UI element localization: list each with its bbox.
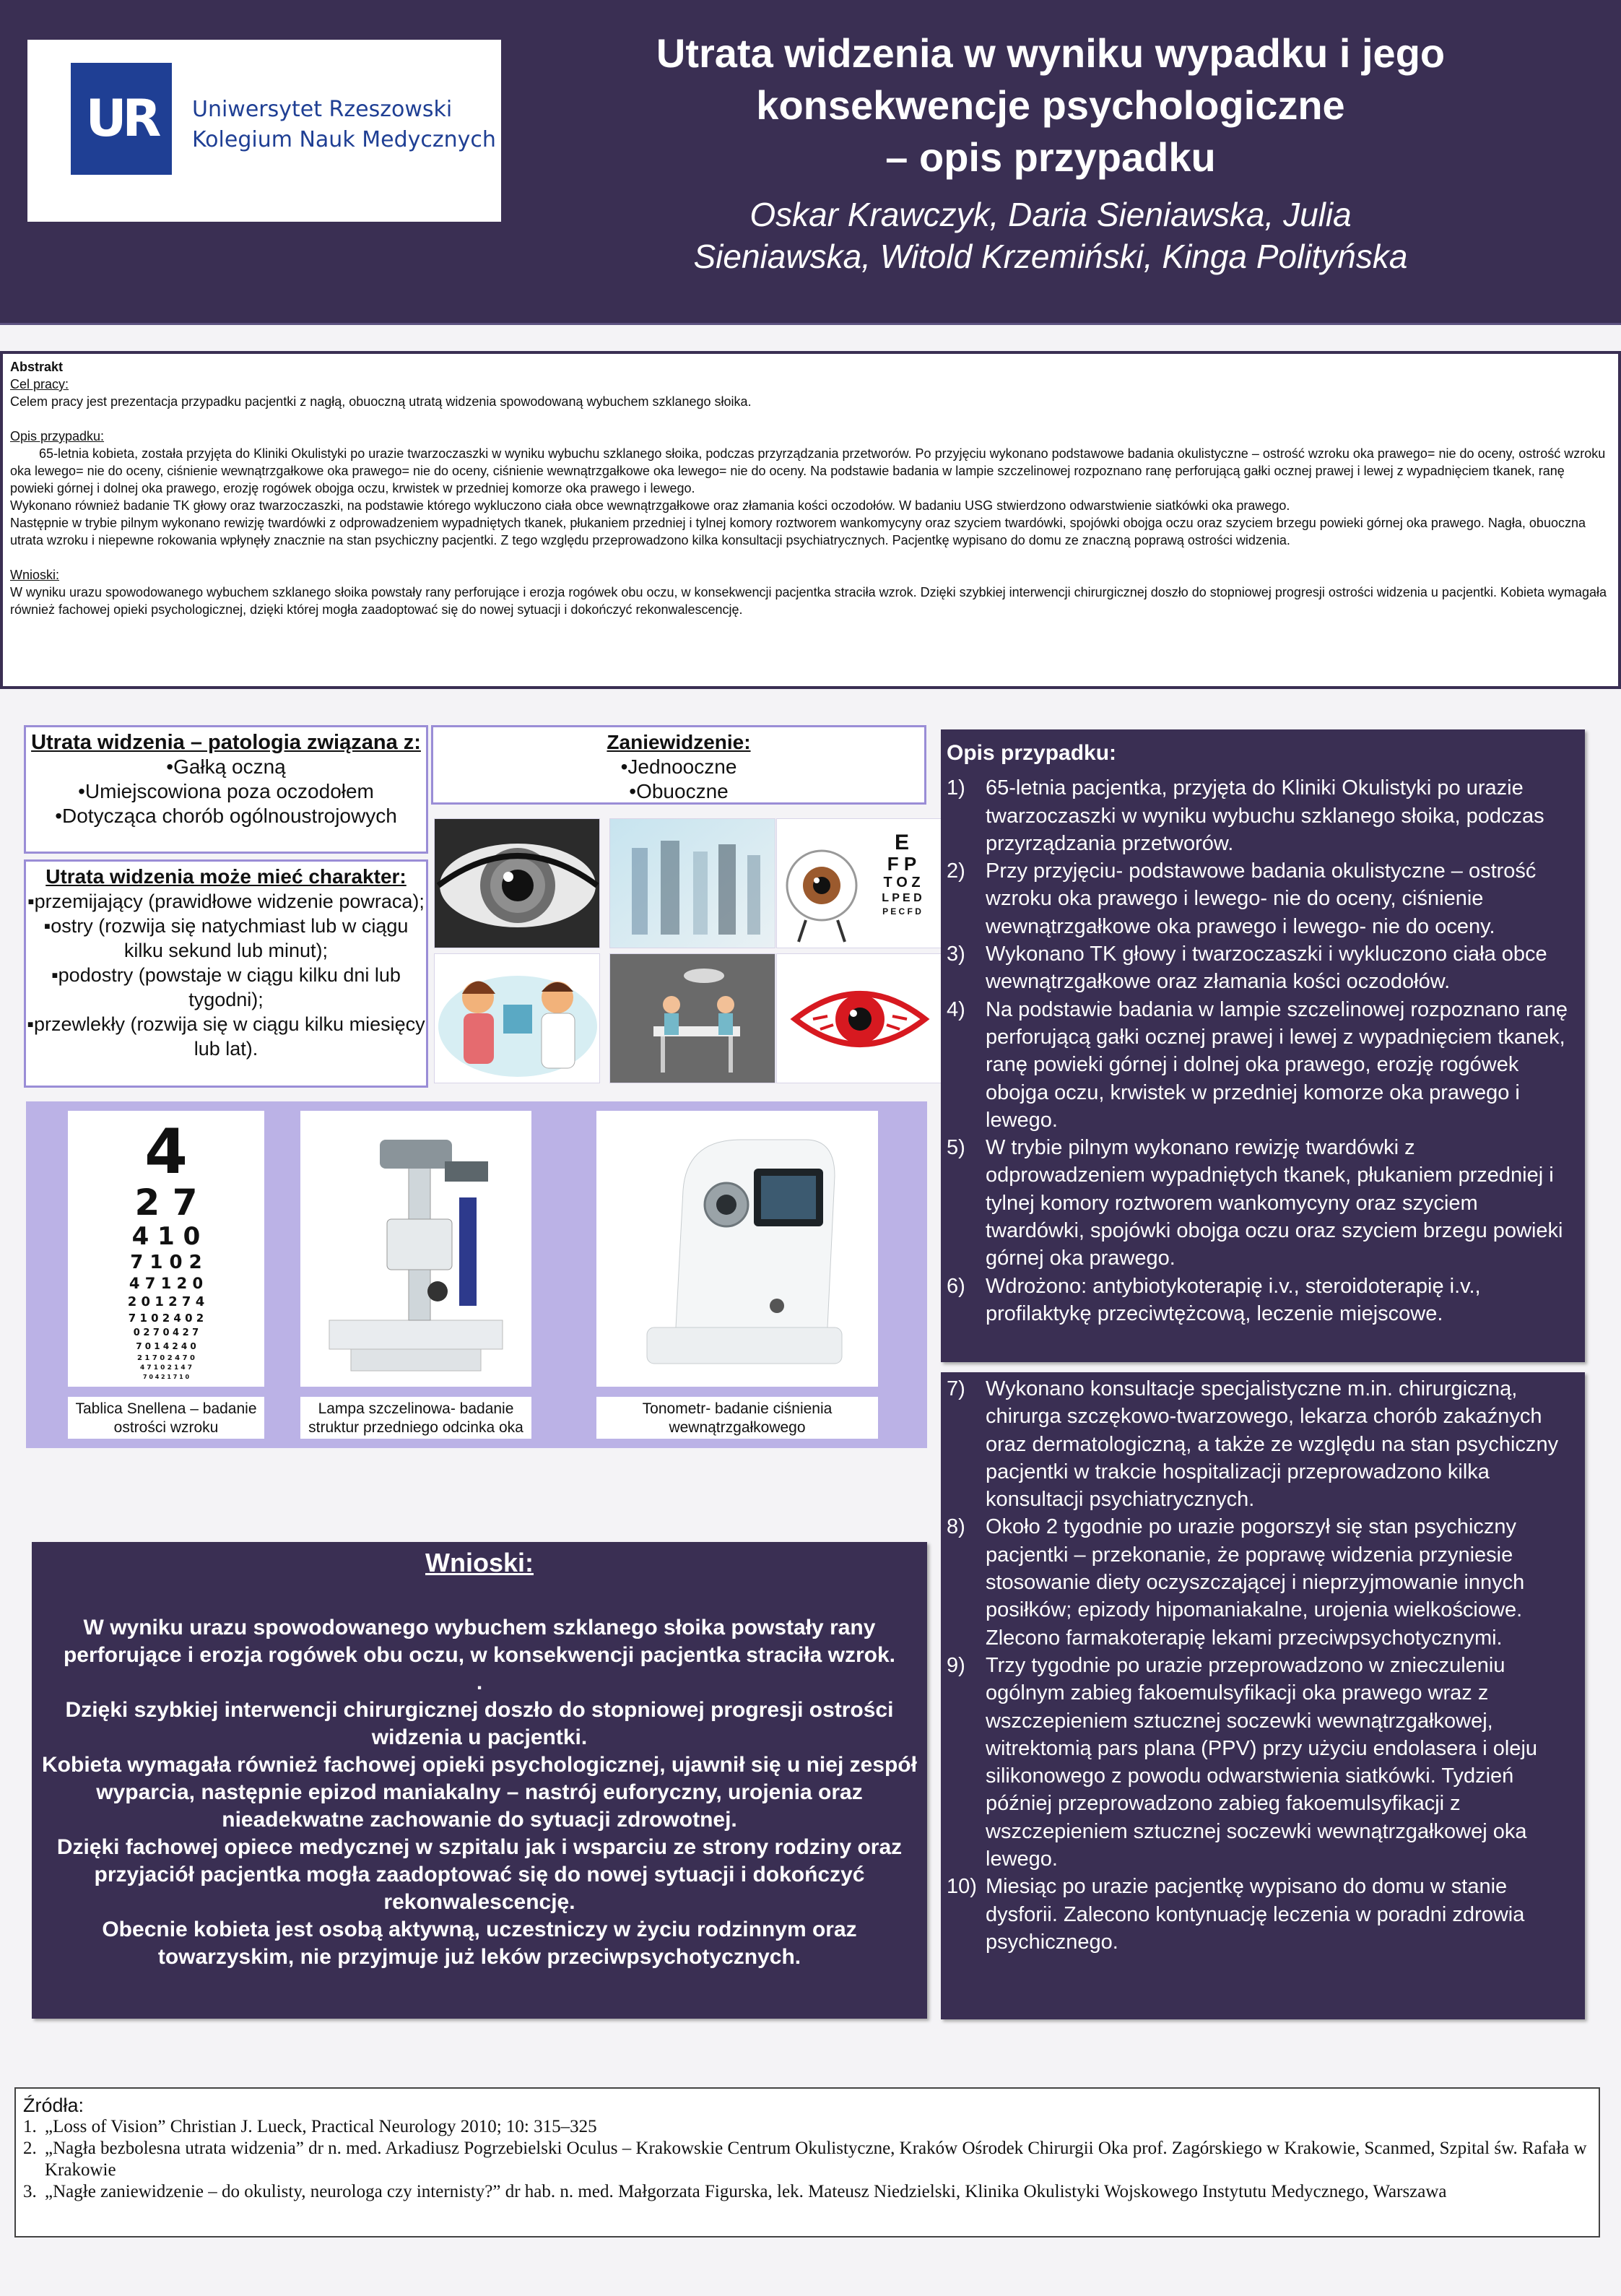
source-item: 1. „Loss of Vision” Christian J. Lueck, Practical Neurology 2010; 10: 315–325 [23,2117,597,2136]
snellen-row: 7 0 4 2 1 7 1 0 [142,1374,190,1380]
conclusion-paragraph: Kobieta wymagała również fachowej opieki psychologicznej, ujawnił się u niej zespół wyparcia, następnie epizod maniakalny – nastrój euforyczny, urojenia oraz nieadekwatne zachowanie do sytuacji zdrowotnej. [42,1753,917,1832]
conclusions-box [32,1542,927,2019]
red-eye-icon [776,953,942,1083]
conclusions-label: Wnioski: [10,568,60,582]
pathology-item: •Dotycząca chorób ogólnoustrojowych [55,805,397,827]
character-heading: Utrata widzenia może mieć charakter: [45,865,407,888]
source-item: 3. „Nagłe zaniewidzenie – do okulisty, neurologa czy internisty?” dr hab. n. med. Małgorzata Figurska, lek. Mateusz Niedzielski, Klinika Okulistyki Wojskowego Instytutu Medycznego, Warszawa [23,2182,1447,2201]
snellen-row: 4 7 1 2 0 [129,1275,204,1292]
case-paragraph-2: Wykonano również badanie TK głowy oraz twarzoczaszki, na podstawie którego wykluczono ciała obce wewnątrzgałkowe oraz złamania kości oczodołów. W badaniu USG stwierdzono odwarstwienie siatkówki oka prawego. [10,498,1290,513]
conclusions-text: W wyniku urazu spowodowanego wybuchem szklanego słoika powstały rany perforujące i erozja rogówek obu oczu, w konsekwencji pacjentka straciła wzrok. Dzięki szybkiej interwencji chirurgicznej doszło do stopniowej progresji ostrości widzenia u pacjentki. Kobieta wymagała również fachowej opieki psychologicznej, dzięki której mogła zaadoptować się do nowej sytuacji i dokończyć rekonwalescencję. [10,585,1607,617]
conclusion-paragraph: W wyniku urazu spowodowanego wybuchem szklanego słoika powstały rany perforujące i erozja rogówek obu oczu, w konsekwencji pacjentka straciła wzrok. [63,1616,896,1667]
snellen-row: 7 0 1 4 2 4 0 [136,1341,196,1351]
case-description-continued-box [941,1372,1585,2019]
abstract-heading: Abstrakt [10,360,64,374]
conclusions-body [32,1614,927,1971]
snellen-caption: Tablica Snellena – badanie ostrości wzroku [68,1397,264,1439]
case-item: 1) 65-letnia pacjentka, przyjęta do Kliniki Okulistyki po urazie twarzoczaszki w wyniku wybuchu szklanego słoika, podczas przyrządzania przetworów. [947,776,1544,855]
sources-heading: Źródła: [23,2094,84,2116]
pathology-heading: Utrata widzenia – patologia związana z: [31,731,421,754]
pathology-box [24,725,428,854]
eye-exam-illustration [434,953,600,1083]
title-line-3: – opis przypadku [885,134,1216,180]
blurred-crowd-image [609,818,775,948]
case-item: 3) Wykonano TK głowy i twarzoczaszki i wykluczono ciała obce wewnątrzgałkowe oraz złamania kości oczodołów. [947,943,1547,994]
aim-label: Cel pracy: [10,377,69,391]
title-line-2: konsekwencje psychologiczne [756,82,1345,128]
conclusion-dot: . [476,1671,483,1694]
case-item: 4) Na podstawie badania w lampie szczelinowej rozpoznano ranę perforującą gałki ocznej prawej i lewej z wypadnięciem tkanek, ranę powieki górnej i dolnej oka prawego, erozję rogówek obojga oczu, krwistek w przedniej komorze oka prawego i lewego. [947,997,1568,1132]
amblyopia-item: •Obuoczne [629,780,729,802]
character-item: ▪podostry (powstaje w ciągu kilku dni lub tygodni); [51,964,401,1010]
snellen-chart [68,1111,264,1387]
slit-lamp-caption: Lampa szczelinowa- badanie struktur przedniego odcinka oka [300,1397,531,1439]
logo-line-1: Uniwersytet Rzeszowski [192,97,453,122]
tonometer-caption: Tonometr- badanie ciśnienia wewnątrzgałkowego [596,1397,878,1439]
snellen-row: 7 1 0 2 4 0 2 [128,1312,204,1325]
tonometer-image [596,1111,878,1387]
operating-room-illustration [609,953,775,1083]
snellen-row: 7 1 0 2 [130,1252,202,1273]
case-item: 2) Przy przyjęciu- podstawowe badania okulistyczne – ostrość wzroku oka prawego i lewego- nie do oceny, ciśnienie wewnątrzgałkowe oka prawego i lewego- nie do oceny. [947,859,1537,938]
conclusion-paragraph: Dzięki fachowej opiece medycznej w szpitalu jak i wsparciu ze strony rodziny oraz przyjaciół pacjentka mogła zaadoptować się do nowej sytuacji i dokończyć rekonwalescencję. [56,1835,903,1914]
eye-chart-cartoon-image [776,818,942,948]
case-item: 6) Wdrożono: antybiotykoterapię i.v., steroidoterapię i.v., profilaktykę przeciwtężcową, leczenie miejscowe. [947,1274,1481,1325]
case-item: 8) Około 2 tygodnie po urazie pogorszył się stan psychiczny pacjentki – przekonanie, że poprawę widzenia przyniesie stosowanie diety oczyszczającej i nieprzyjmowanie innych posiłków; epizody hipomaniakalne, urojenia wielkościowe. Zlecono farmakoterapię lekami przeciwpsychotycznymi. [947,1515,1525,1650]
snellen-row: 4 7 1 0 2 1 4 7 [139,1364,193,1372]
snellen-row: 2 1 7 0 2 4 7 0 [136,1354,196,1362]
aim-text: Celem pracy jest prezentacja przypadku pacjentki z nagłą, obuoczną utratą widzenia spowodowaną wybuchem szklanego słoika. [10,394,752,409]
university-logo [27,40,501,222]
university-logo-mark: UR [71,63,172,175]
case-item: 10) Miesiąc po urazie pacjentkę wypisano do domu w stanie dysforii. Zalecono kontynuację leczenia w poradni zdrowia psychicznego. [947,1875,1525,1954]
case-paragraph-1: 65-letnia kobieta, została przyjęta do Kliniki Okulistyki po urazie twarzoczaszki w wyniku wybuchu szklanego słoika, podczas przyrządzania przetworów. Po przyjęciu wykonano podstawowe badania okulistyczne – ostrość wzroku oka prawego= nie do oceny, ostrość wzroku oka lewego= nie do oceny, ciśnienie wewnątrzgałkowe oka prawego= nie do oceny, ciśnienie wewnątrzgałkowe oka lewego= nie do oceny. Na podstawie badania w lampie szczelinowej rozpoznano ranę perforującą gałki ocznej prawej i lewej z wypadnięciem tkanek, ranę powieki górnej i dolnej oka prawego, erozję rogówek obojga oczu, krwistek w przedniej komorze oka prawego i lewego. [10,446,1606,495]
amblyopia-item: •Jednooczne [620,755,737,778]
conclusion-paragraph: Dzięki szybkiej interwencji chirurgicznej doszło do stopniowej progresji ostrości widzenia u pacjentki. [65,1698,894,1749]
character-item: ▪przewlekły (rozwija się w ciągu kilku miesięcy lub lat). [27,1013,425,1060]
logo-line-2: Kolegium Nauk Medycznych [192,127,496,152]
pathology-item: •Gałką oczną [166,755,286,778]
case-item: 9) Trzy tygodnie po urazie przeprowadzono w znieczuleniu ogólnym zabieg fakoemulsyfikacji oka prawego wraz z wszczepieniem sztucznej soczewki wewnątrzgałkowej, witrektomią pars plana (PPV) przy użyciu endolasera i oleju silikonowego z powodu odwarstwienia siatkówki. Tydzień później przeprowadzono zabieg fakoemulsyfikacji z wszczepieniem sztucznej soczewki wewnątrzgałkowej oka lewego. [947,1653,1538,1871]
pathology-item: •Umiejscowiona poza oczodołem [78,780,374,802]
sources-box [14,2087,1600,2237]
case-item: 5) W trybie pilnym wykonano rewizję twardówki z odprowadzeniem wypadniętych tkanek, płukaniem przedniej i tylnej komory roztworem wankomycyny oraz szyciem twardówki, spojówki obojga oczu oraz szyciem brzegu powieki górnej oka prawego. [947,1136,1563,1270]
amblyopia-heading: Zaniewidzenie: [607,731,751,753]
poster-header [0,0,1621,325]
eye-closeup-image [434,818,600,948]
character-item: ▪przemijający (prawidłowe widzenie powraca); [27,891,425,912]
character-item: ▪ostry (rozwija się natychmiast lub w ciągu kilku sekund lub minut); [43,915,409,961]
case-description-heading: Opis przypadku: [947,741,1117,765]
snellen-row: 2 0 1 2 7 4 [127,1294,205,1309]
snellen-row: 0 2 7 0 4 2 7 [133,1327,199,1338]
snellen-row: 4 [144,1116,188,1188]
logo-text [192,95,496,155]
snellen-row: 2 7 [134,1182,198,1223]
case-label: Opis przypadku: [10,429,105,443]
authors-line-1: Oskar Krawczyk, Daria Sieniawska, Julia [749,196,1352,233]
authors-line-2: Sieniawska, Witold Krzemiński, Kinga Polityńska [693,238,1408,275]
source-item: 2. „Nagła bezbolesna utrata widzenia” dr n. med. Arkadiusz Pogrzebielski Oculus – Krakowskie Centrum Okulistyczne, Kraków Ośrodek Chirurgii Oka prof. Zagórskiego w Krakowie, Scanmed, Szpital św. Rafała w Krakowie [23,2139,1587,2180]
conclusions-heading: Wnioski: [425,1548,534,1577]
poster-authors [578,194,1524,277]
character-box [24,859,428,1088]
poster-title [578,27,1524,183]
title-line-1: Utrata widzenia w wyniku wypadku i jego [656,30,1446,76]
eye-chart-letters: E F P T O Z L P E D P E C F D [882,831,922,917]
case-paragraph-3: Następnie w trybie pilnym wykonano rewizję twardówki z odprowadzeniem wypadniętych tkanek, płukaniem przedniej i tylnej komory roztworem wankomycyny oraz szyciem twardówki, spojówki obojga oczu oraz szyciem brzegu powieki górnej oka prawego. Nagła, obuoczna utrata wzroku i niepewne rokowania wpłynęły znacznie na stan psychiczny pacjentki. Z tego względu przeprowadzono kilka konsultacji psychiatrycznych. Pacjentkę wypisano do domu ze znaczną poprawą ostrości widzenia. [10,516,1586,547]
snellen-row: 4 1 0 [131,1222,201,1251]
abstract-section [0,351,1621,689]
case-item: 7) Wykonano konsultacje specjalistyczne m.in. chirurgiczną, chirurga szczękowo-twarzowego, lekarza chorób zakaźnych oraz dermatologiczną, a także ze względu na stan psychiczny pacjentki w trakcie hospitalizacji przeprowadzono kilka konsultacji psychiatrycznych. [947,1377,1559,1512]
amblyopia-box [431,725,926,805]
case-description-box [941,729,1585,1362]
conclusion-paragraph: Obecnie kobieta jest osobą aktywną, uczestniczy w życiu rodzinnym oraz towarzyskim, nie przyjmuje już leków przeciwpsychotycznych. [102,1918,857,1969]
slit-lamp-image [300,1111,531,1387]
